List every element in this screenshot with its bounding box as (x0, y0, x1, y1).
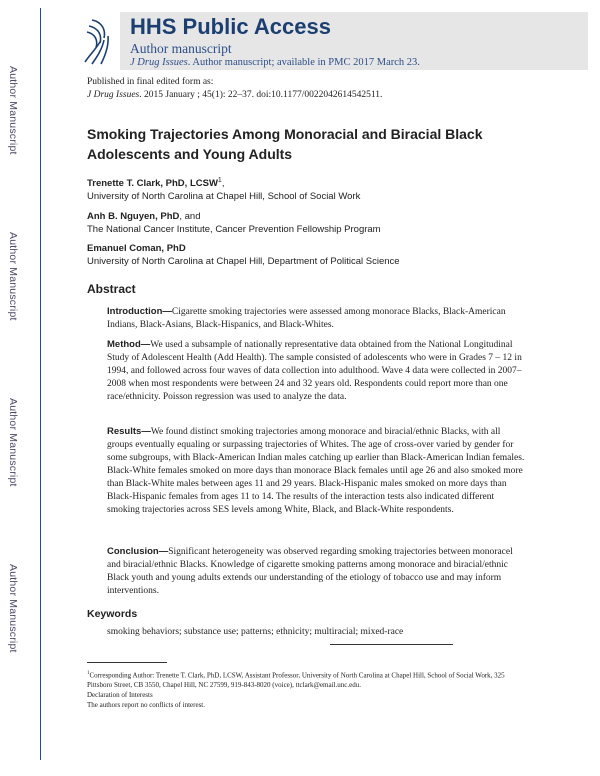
section-label: Conclusion— (107, 546, 169, 557)
abstract-conclusion (107, 545, 527, 598)
section-label: Introduction— (107, 306, 172, 317)
section-text: Significant heterogeneity was observed regarding smoking trajectories between monoracel and biracial/ethnic Blacks. Knowledge of cigarette smoking patterns among monorace and biracial/ethnic Black youth and young adults extends our understanding of the etiology of tobacco use and may inform interventions. (107, 547, 513, 596)
footnote-marker: 1 (87, 671, 90, 676)
header-availability: . Author manuscript; available in PMC 2017 March 23. (187, 57, 420, 68)
citation-details: . 2015 January ; 45(1): 22–37. doi:10.1177/0022042614542511. (139, 90, 383, 100)
author-marker: 1 (217, 177, 222, 184)
section-text: Cigarette smoking trajectories were assessed among monorace Blacks, Black-American Indians, Black-Asians, Black-Hispanics, and Black-Whites. (107, 307, 506, 330)
header-journal-name: J Drug Issues (130, 57, 188, 68)
divider (330, 644, 453, 645)
section-text: We used a subsample of nationally representative data obtained from the National Longitudinal Study of Adolescent Health (Add Health). The sample consisted of adolescents who were in Grades 7 – 12 in 1994, and followed across four waves of data collection into adulthood. Wave 4 data were collected in 2007–2008 when most respondents were between 24 and 32 years old. Respondents could report more than one race/ethnicity. Poisson regression was used to analyze the data. (107, 340, 522, 402)
author-name: Anh B. Nguyen, PhD (87, 211, 180, 222)
abstract-method (107, 338, 527, 404)
sidebar-label: Author Manuscript (7, 66, 19, 155)
article-title: Smoking Trajectories Among Monoracial and Biracial Black Adolescents and Young Adults (87, 126, 483, 162)
author-affiliation: The National Cancer Institute, Cancer Prevention Fellowship Program (87, 224, 381, 235)
declaration-text: The authors report no conflicts of interest. (87, 701, 205, 710)
publication-info (87, 76, 382, 102)
footnote-correspondence: Corresponding Author: Trenette T. Clark, PhD, LCSW, Assistant Professor, University of North Carolina at Chapel Hill, School of Social Work, 325 Pittsboro Street, CB 3550, Chapel Hill, NC 27599, 919-843-8020 (voice), ttclark@email.unc.edu. (87, 671, 505, 690)
section-label: Method— (107, 339, 151, 350)
hhs-logo-icon (80, 12, 120, 70)
author-entry (87, 174, 360, 203)
keywords-heading: Keywords (87, 608, 138, 620)
author-name: Trenette T. Clark, PhD, LCSW (87, 178, 218, 190)
section-text: We found distinct smoking trajectories among monorace and biracial/ethnic Blacks, with all groups eventually equaling or surpassing trajectories of Whites. The age of cross-over varied by gender for some subgroups, with Black-American Indian males catching up earlier than Black-American Indian females. Black-White females smoked on more days than monorace Black females until age 26 and also smoked more than Black-White males between ages 11 and 29 years. Black-Hispanic males smoked on more days than Black-Hispanic females from ages 11 to 14. The results of the interaction tests also indicated different smoking trajectories across SES levels among White, Black, and Black-White respondents. (107, 427, 525, 515)
header-subtitle: Author manuscript (130, 41, 232, 56)
author-entry (87, 242, 400, 268)
sidebar-label: Author Manuscript (7, 564, 19, 653)
author-suffix: , and (179, 211, 201, 222)
sidebar-divider (40, 8, 41, 760)
sidebar (0, 0, 40, 776)
author-entry (87, 210, 381, 236)
abstract-results (107, 425, 527, 517)
footnote-rule (87, 662, 167, 663)
section-label: Results— (107, 426, 151, 437)
header-title: HHS Public Access (130, 14, 331, 39)
sidebar-label: Author Manuscript (7, 398, 19, 487)
header-journal-line (130, 57, 420, 68)
author-affiliation: University of North Carolina at Chapel Hill, School of Social Work (87, 191, 361, 203)
declaration-heading: Declaration of Interests (87, 691, 153, 700)
abstract-introduction (107, 305, 527, 332)
citation-journal: J Drug Issues (87, 90, 140, 100)
citation-line (87, 89, 382, 102)
author-name: Emanuel Coman, PhD (87, 243, 186, 254)
footnote (87, 668, 507, 710)
author-suffix: , (221, 178, 225, 190)
keywords-list: smoking behaviors; substance use; patterns; ethnicity; multiracial; mixed-race (107, 627, 404, 637)
abstract-heading: Abstract (87, 282, 136, 296)
author-affiliation: University of North Carolina at Chapel Hill, Department of Political Science (87, 256, 400, 267)
published-label: Published in final edited form as: (87, 77, 214, 87)
sidebar-label: Author Manuscript (7, 232, 19, 321)
